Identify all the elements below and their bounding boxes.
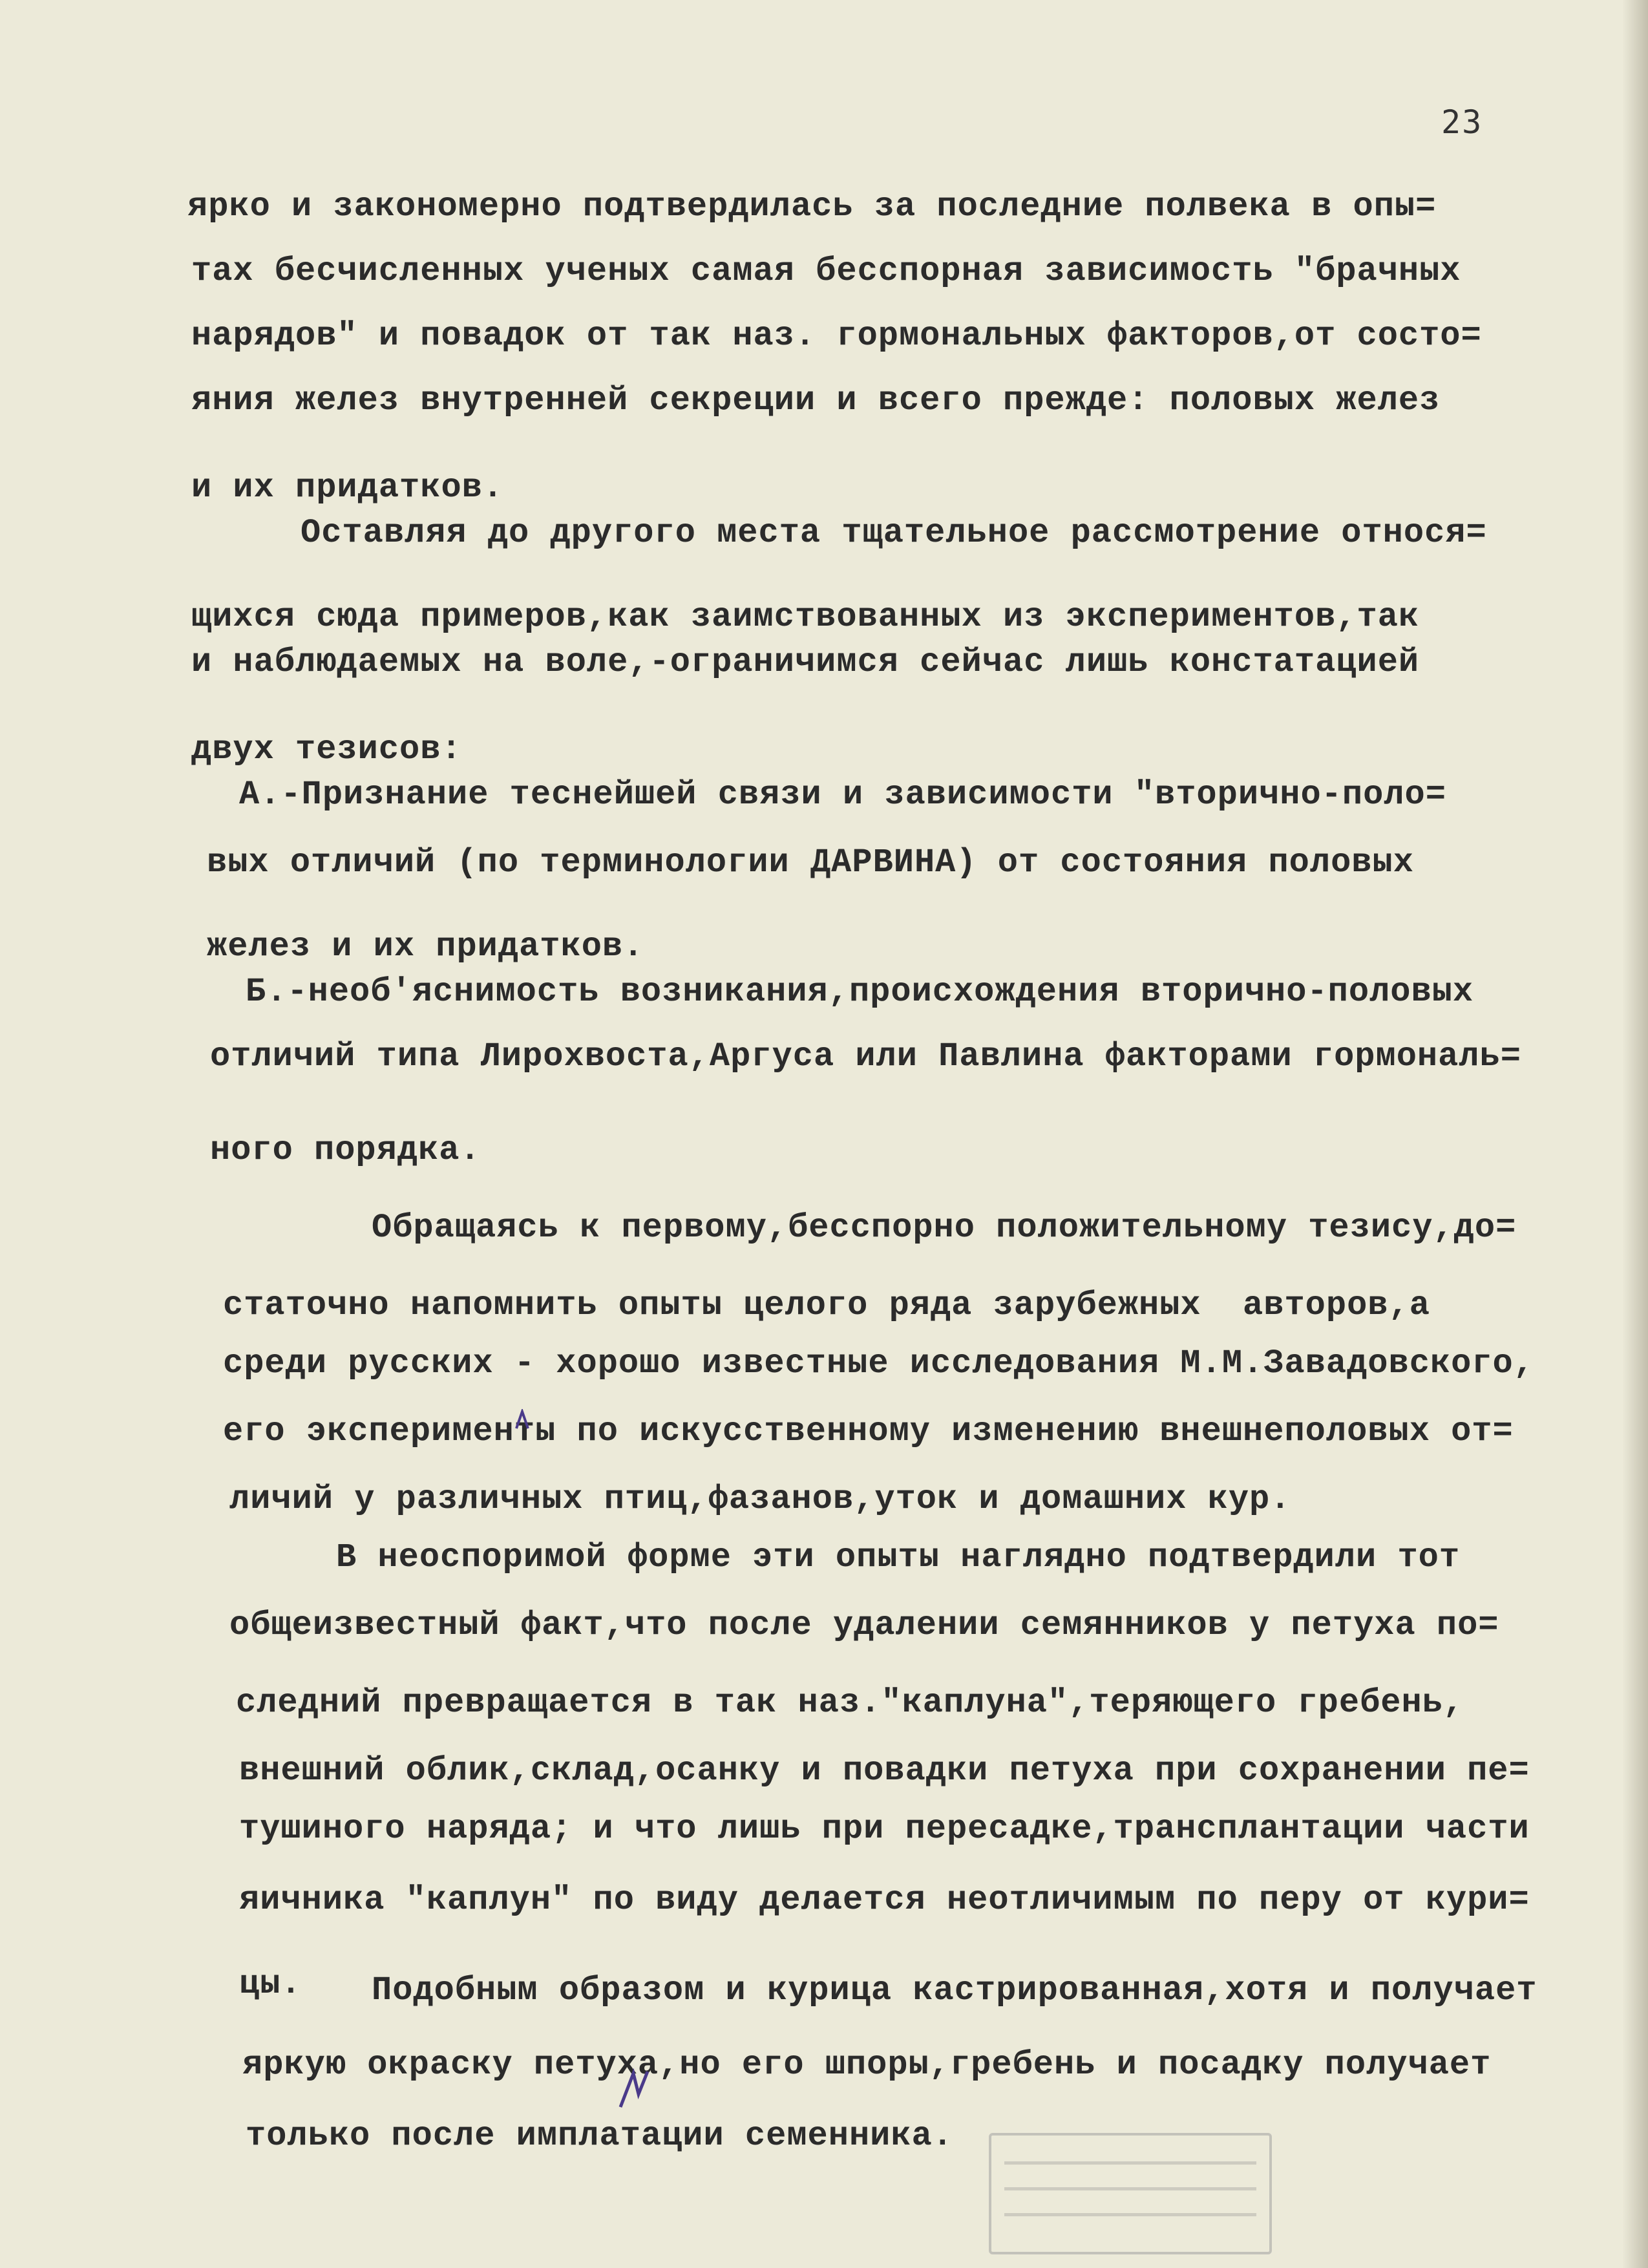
text-line: цы. [239, 1965, 302, 2003]
library-stamp [989, 2133, 1272, 2254]
text-line: тах бесчисленных ученых самая бесспорная зависимость "брачных [191, 252, 1461, 290]
stamp-line [1004, 2187, 1256, 2190]
text-line: отличий типа Лирохвоста,Аргуса или Павлина факторами гормональ= [210, 1037, 1521, 1076]
stamp-line [1004, 2161, 1256, 2165]
text-line: следний превращается в так наз."каплуна",теряющего гребень, [236, 1684, 1464, 1722]
text-line: внешний облик,склад,осанку и повадки петуха при сохранении пе= [239, 1752, 1530, 1790]
text-line: тушиного наряда; и что лишь при пересадке,трансплантации части [239, 1810, 1530, 1848]
text-line: его эксперименты по искусственному изменению внешнеполовых от= [223, 1412, 1514, 1450]
text-line: и наблюдаемых на воле,-ограничимся сейчас лишь констатацией [191, 643, 1420, 681]
text-line: Обращаясь к первому,бесспорно положительному тезису,до= [372, 1209, 1517, 1247]
text-line: личий у различных птиц,фазанов,уток и домашних кур. [229, 1480, 1291, 1518]
text-line: Оставляя до другого места тщательное рассмотрение относя= [301, 514, 1487, 552]
text-line: общеизвестный факт,что после удалении семянников у петуха по= [229, 1606, 1499, 1644]
text-line: статочно напомнить опыты целого ряда зарубежных авторов,а [223, 1286, 1430, 1324]
text-line: яркую окраску петуха,но его шпоры,гребень и посадку получает [242, 2046, 1492, 2084]
text-line: В неоспоримой форме эти опыты наглядно подтвердили тот [336, 1538, 1461, 1576]
text-line: Б.-необ'яснимость возникания,происхождения вторично-половых [246, 973, 1474, 1011]
text-line: двух тезисов: [191, 730, 462, 768]
text-line: среди русских - хорошо известные исследования М.М.Завадовского, [223, 1344, 1534, 1383]
text-line: яичника "каплун" по виду делается неотличимым по перу от кури= [239, 1881, 1530, 1919]
text-line: и их придатков. [191, 469, 504, 507]
text-line: А.-Признание теснейшей связи и зависимости "вторично-поло= [239, 776, 1446, 814]
text-line: щихся сюда примеров,как заимствованных из экспериментов,так [191, 598, 1420, 636]
ink-correction-mark [514, 1409, 531, 1431]
text-line: желез и их придатков. [207, 927, 644, 966]
page-number: 23 [1441, 103, 1483, 141]
text-line: нарядов" и повадок от так наз. гормональных факторов,от состо= [191, 317, 1482, 355]
text-line: вых отличий (по терминологии ДАРВИНА) от состояния половых [207, 843, 1414, 882]
text-line: ного порядка. [210, 1131, 481, 1169]
handwritten-correction-mark [614, 2068, 653, 2114]
text-line: Подобным образом и курица кастрированная,хотя и получает [372, 1971, 1537, 2009]
text-line: только после имплатации семенника. [246, 2117, 953, 2155]
text-line: ярко и закономерно подтвердилась за последние полвека в опы= [187, 187, 1437, 226]
text-line: яния желез внутренней секреции и всего прежде: половых желез [191, 381, 1441, 419]
stamp-line [1004, 2213, 1256, 2216]
page-edge-shadow [1622, 0, 1648, 2268]
